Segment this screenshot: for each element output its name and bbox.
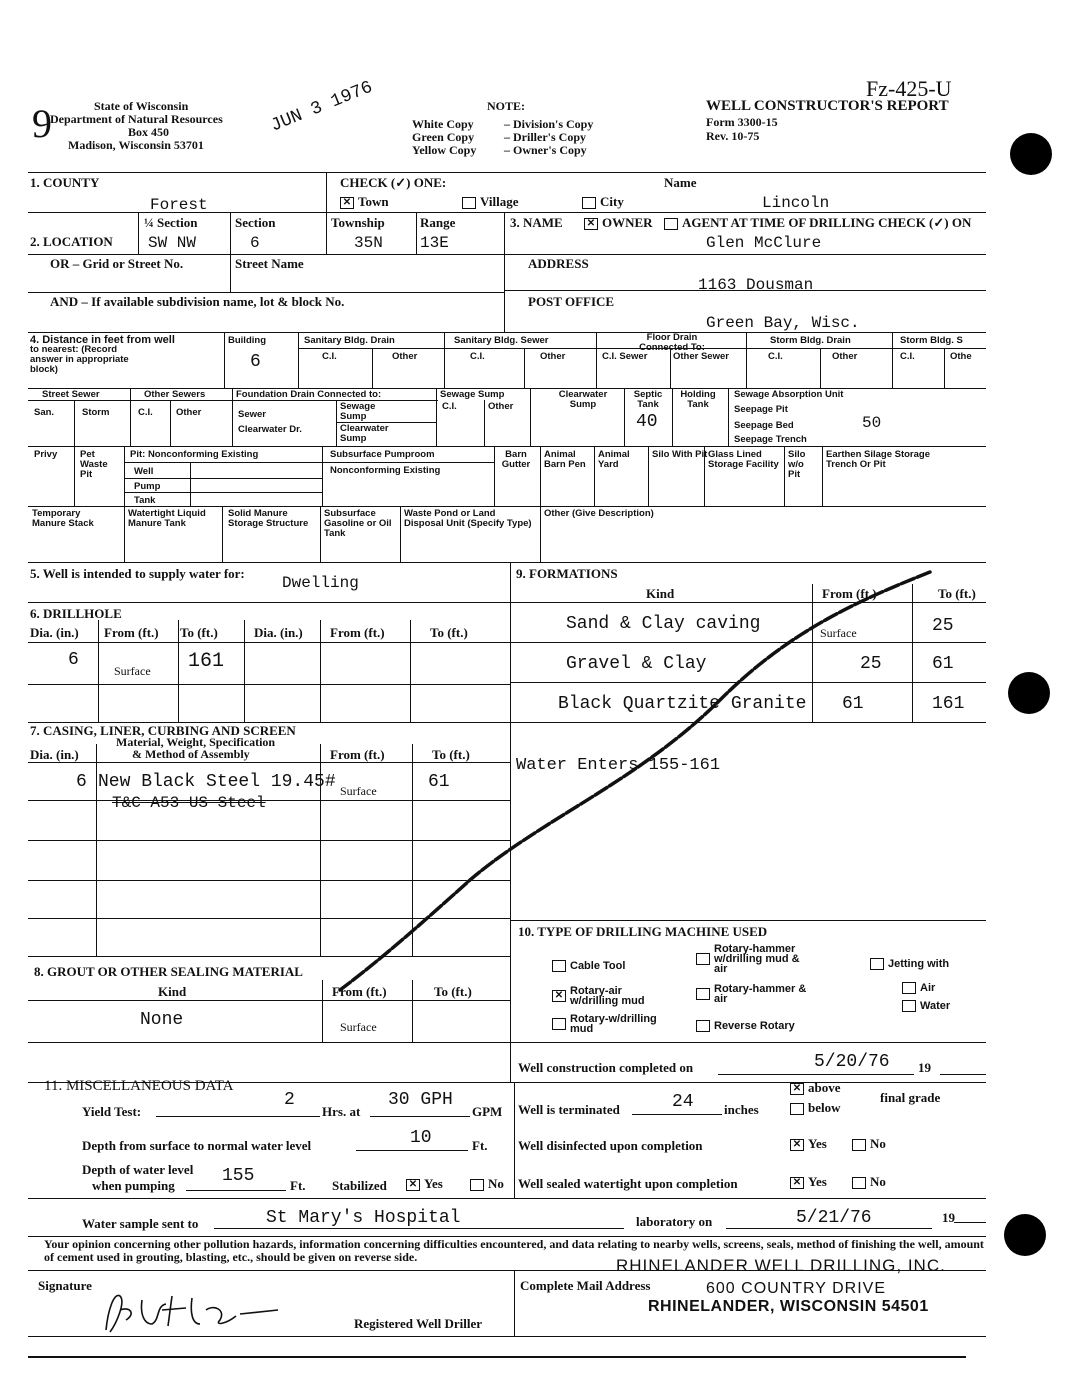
supply-label: 5. Well is intended to supply water for:: [30, 566, 245, 581]
check-city: City: [582, 194, 624, 210]
grout-header: From (ft.): [332, 984, 387, 999]
machine-hammer-air: Rotary-hammer & air: [696, 984, 810, 1004]
pump-depth-unit: Ft.: [290, 1178, 306, 1193]
agency-line: Madison, Wisconsin 53701: [68, 138, 204, 152]
pit-well: Well: [134, 466, 154, 477]
formations-to-header: To (ft.): [938, 586, 976, 601]
dist-header: Septic Tank: [633, 389, 663, 410]
dist-sub: Other: [392, 351, 418, 362]
drillhole-to: 161: [188, 650, 225, 673]
dist-header: Silo With Pit: [652, 449, 708, 460]
address-value: 1163 Dousman: [698, 276, 814, 294]
dist-header: Temporary Manure Stack: [32, 508, 94, 529]
copy-row: Green Copy – Driller's Copy: [412, 130, 586, 144]
disinfected-no: No: [852, 1136, 886, 1152]
dist-sub: San.: [34, 407, 55, 418]
agent-check: AGENT AT TIME OF DRILLING CHECK (✓) ON: [664, 215, 971, 231]
mail-line-1: RHINELANDER WELL DRILLING, INC.: [616, 1256, 946, 1275]
below-option: below: [790, 1100, 841, 1116]
dist-sub: Other: [488, 401, 514, 412]
distance-label: 4. Distance in feet from well to nearest: (Record answer in appropriate block): [30, 334, 175, 375]
driller-role: Registered Well Driller: [354, 1316, 483, 1331]
owner-name-label: 3. NAME: [510, 215, 563, 230]
post-office-value: Green Bay, Wisc.: [706, 314, 860, 332]
county-value: Forest: [150, 196, 208, 214]
dist-header: Sanitary Bldg. Sewer: [454, 335, 549, 346]
above-checkbox[interactable]: ✕: [790, 1083, 804, 1095]
disinfected-yes: ✕ Yes: [790, 1136, 827, 1152]
lab-year: 19: [942, 1210, 955, 1225]
absorption-trench: Seepage Trench: [734, 434, 807, 445]
dist-header: Waste Pond or Land Disposal Unit (Specify Type): [404, 508, 532, 529]
grout-header: Kind: [158, 984, 187, 999]
grout-header: To (ft.): [434, 984, 472, 999]
seepage-bed-value: 50: [862, 414, 882, 432]
supply-value: Dwelling: [282, 574, 359, 592]
pump-depth-value: 155: [222, 1166, 255, 1186]
agency-line: Department of Natural Resources: [50, 112, 223, 126]
check-town: ✕ Town: [340, 194, 389, 210]
grid-label: OR – Grid or Street No.: [50, 256, 184, 271]
dist-sub: Other: [176, 407, 202, 418]
dist-header: Privy: [34, 449, 58, 460]
absorption-pit: Seepage Pit: [734, 404, 788, 415]
dist-sub: Sewer: [238, 409, 266, 420]
formation-from: 61: [842, 694, 864, 714]
formations-kind-header: Kind: [646, 586, 675, 601]
dist-sub: C.I.: [470, 351, 485, 362]
dist-header: Clearwater Sump: [558, 389, 608, 410]
depth-label: Depth from surface to normal water level: [82, 1138, 312, 1153]
completed-year: 19: [918, 1060, 931, 1075]
dist-header: Holding Tank: [680, 389, 716, 410]
dist-sub: C.I.: [322, 351, 337, 362]
sealed-label: Well sealed watertight upon completion: [518, 1176, 738, 1191]
town-name-value: Lincoln: [762, 194, 830, 212]
sealed-no: No: [852, 1174, 886, 1190]
owner-checkbox[interactable]: ✕: [584, 218, 598, 230]
dist-header: Floor Drain Connected To:: [639, 332, 705, 353]
sealed-yes-checkbox[interactable]: ✕: [790, 1177, 804, 1189]
yield-label: Yield Test:: [82, 1104, 142, 1119]
location-label: 2. LOCATION: [30, 234, 113, 249]
check-village: Village: [462, 194, 519, 210]
name-label: Name: [664, 175, 697, 190]
dist-sub: Other: [540, 351, 566, 362]
dist-header: Subsurface Gasoline or Oil Tank: [324, 508, 392, 539]
dist-header: Street Sewer: [42, 389, 100, 400]
final-grade-label: final grade: [880, 1090, 941, 1105]
sample-value: St Mary's Hospital: [266, 1208, 461, 1228]
machine-water: Water: [902, 1000, 950, 1012]
dist-sub: Sewage Sump: [340, 401, 376, 422]
machine-rotary-mud: Rotary-w/drilling mud: [552, 1014, 680, 1034]
machine-reverse-rotary: Reverse Rotary: [696, 1020, 795, 1032]
mail-line-3: RHINELANDER, WISCONSIN 54501: [648, 1298, 929, 1315]
dist-header: Solid Manure Storage Structure: [228, 508, 309, 529]
form-rev: Rev. 10-75: [706, 129, 760, 143]
signature-label: Signature: [38, 1278, 92, 1293]
casing-header: From (ft.): [330, 747, 385, 762]
range-value: 13E: [420, 234, 449, 252]
section-value: 6: [250, 234, 260, 252]
dist-sub: C.I.: [138, 407, 153, 418]
casing-sub: Material, Weight, Specification: [116, 735, 276, 749]
dist-sub: C.I.: [768, 351, 783, 362]
stabilized-label: Stabilized: [332, 1178, 387, 1193]
opinion-note: Your opinion concerning other pollution hazards, information concerning difficulties encountered, and data relating to nearby wells, screens, seals, method of finishing the well, amount of cement used in grouting, blasting, etc., should be given on reverse side.: [44, 1237, 984, 1264]
drill-header: To (ft.): [430, 625, 468, 640]
depth-unit: Ft.: [472, 1138, 488, 1153]
copy-row: White Copy – Division's Copy: [412, 117, 594, 131]
terminated-value: 24: [672, 1092, 694, 1112]
formation-note: Water Enters 155-161: [516, 756, 721, 775]
dist-header: Silo w/o Pit: [788, 449, 806, 480]
machine-label: 10. TYPE OF DRILLING MACHINE USED: [518, 924, 768, 939]
septic-value: 40: [636, 412, 658, 432]
absorption-bed: Seepage Bed: [734, 420, 794, 431]
yield-hours: 2: [284, 1090, 295, 1110]
dist-sub: C.I. Sewer: [602, 351, 648, 362]
machine-jetting: Jetting with: [870, 958, 949, 970]
drill-header: To (ft.): [180, 625, 218, 640]
check-one-label: CHECK (✓) ONE:: [340, 175, 447, 190]
dist-header: Other (Give Description): [544, 508, 654, 519]
township-label: Township: [331, 215, 385, 230]
formation-from: 25: [860, 654, 882, 674]
file-number: Fz-425-U: [866, 76, 952, 101]
agency-line: State of Wisconsin: [94, 99, 189, 113]
street-name-label: Street Name: [235, 256, 304, 271]
dist-header: Pit: Nonconforming Existing: [130, 449, 259, 460]
building-value: 6: [250, 352, 261, 372]
gpm-label: GPM: [472, 1104, 503, 1119]
formation-to: 25: [932, 616, 954, 636]
above-option: ✕ above: [790, 1080, 841, 1096]
building-label: Building: [228, 335, 266, 346]
subdivision-label: AND – If available subdivision name, lot & block No.: [50, 294, 345, 309]
machine-air: Air: [902, 982, 935, 994]
stabilized-yes-checkbox[interactable]: ✕: [406, 1179, 420, 1191]
formation-row: Sand & Clay caving: [566, 614, 761, 634]
county-label: 1. COUNTY: [30, 175, 100, 190]
dist-sub: C.I.: [442, 401, 457, 412]
grout-from: Surface: [340, 1020, 377, 1034]
section-label: Section: [235, 215, 276, 230]
pumproom-sub: Nonconforming Existing: [330, 465, 441, 476]
dist-header: Pet Waste Pit: [80, 449, 108, 480]
dist-header: Earthen Silage Storage Trench Or Pit: [826, 449, 931, 470]
casing-sub: & Method of Assembly: [132, 747, 250, 761]
dist-sub: Other Sewer: [673, 351, 729, 362]
owner-check: ✕ OWNER: [584, 215, 653, 231]
dist-header: Storm Bldg. Drain: [770, 335, 851, 346]
dist-header: Animal Yard: [598, 449, 630, 470]
casing-from: Surface: [340, 784, 377, 798]
drill-header: From (ft.): [104, 625, 159, 640]
machine-cable-tool: Cable Tool: [552, 960, 625, 972]
rotary-air-checkbox[interactable]: ✕: [552, 990, 566, 1002]
mail-label: Complete Mail Address: [520, 1278, 651, 1293]
dist-header: Watertight Liquid Manure Tank: [128, 508, 206, 529]
casing-label: 7. CASING, LINER, CURBING AND SCREEN: [30, 723, 296, 738]
machine-hammer-mud: Rotary-hammer w/drilling mud & air: [696, 944, 810, 974]
lab-label: laboratory on: [636, 1214, 713, 1229]
formation-row: Gravel & Clay: [566, 654, 707, 674]
pump-depth-label: Depth of water level: [82, 1162, 194, 1177]
formations-label: 9. FORMATIONS: [516, 566, 618, 581]
mail-line-2: 600 COUNTRY DRIVE: [706, 1280, 887, 1297]
depth-value: 10: [410, 1128, 432, 1148]
dist-header: Foundation Drain Connected to:: [236, 389, 382, 400]
pit-tank: Tank: [134, 495, 156, 506]
grout-label: 8. GROUT OR OTHER SEALING MATERIAL: [34, 964, 303, 979]
dist-sub: Storm: [82, 407, 110, 418]
completed-label: Well construction completed on: [518, 1060, 694, 1075]
dist-sub: Other: [832, 351, 858, 362]
pit-pump: Pump: [134, 481, 161, 492]
formation-row: Black Quartzite Granite: [558, 694, 807, 714]
lab-value: 5/21/76: [796, 1208, 872, 1228]
formations-from-header: From (ft.): [822, 586, 877, 601]
casing-material-2: T&C A53 US Steel: [112, 794, 266, 812]
casing-header: To (ft.): [432, 747, 470, 762]
copy-row: Yellow Copy – Owner's Copy: [412, 143, 587, 157]
dist-header: Glass Lined Storage Facility: [708, 449, 779, 470]
machine-rotary-air: ✕ Rotary-air w/drilling mud: [552, 986, 660, 1006]
report-title: WELL CONSTRUCTOR'S REPORT: [706, 98, 949, 114]
inches-label: inches: [724, 1102, 759, 1117]
date-stamp: JUN 3 1976: [268, 77, 376, 137]
formation-from: Surface: [820, 626, 857, 640]
drill-header: Dia. (in.): [30, 625, 79, 640]
dist-header: Subsurface Pumproom: [330, 449, 435, 460]
quarter-label: ¼ Section: [144, 215, 198, 230]
address-label: ADDRESS: [528, 256, 589, 271]
casing-header: Dia. (in.): [30, 747, 79, 762]
owner-name-value: Glen McClure: [706, 234, 822, 252]
dist-sub: Clearwater Sump: [340, 423, 389, 444]
dist-sub: Clearwater Dr.: [238, 424, 302, 435]
stabilized-yes: ✕ Yes: [406, 1176, 443, 1192]
casing-to: 61: [428, 772, 450, 792]
quarter-value: SW NW: [148, 234, 197, 252]
note-label: NOTE:: [487, 99, 526, 113]
form-number: Form 3300-15: [706, 115, 778, 129]
drill-header: Dia. (in.): [254, 625, 303, 640]
sample-label: Water sample sent to: [82, 1216, 199, 1231]
sealed-yes: ✕ Yes: [790, 1174, 827, 1190]
casing-material: New Black Steel 19.45#: [98, 772, 336, 792]
pump-depth-label-2: when pumping: [92, 1178, 175, 1193]
dist-sub: Othe: [950, 351, 972, 362]
dist-header: Other Sewers: [144, 389, 206, 400]
formation-to: 161: [932, 694, 965, 714]
casing-dia: 6: [76, 772, 87, 792]
township-value: 35N: [354, 234, 383, 252]
dist-header: Barn Gutter: [501, 449, 531, 470]
disinfected-yes-checkbox[interactable]: ✕: [790, 1139, 804, 1151]
completed-value: 5/20/76: [814, 1052, 890, 1072]
drillhole-label: 6. DRILLHOLE: [30, 606, 122, 621]
dist-header: Storm Bldg. S: [900, 335, 963, 346]
dist-header: Animal Barn Pen: [544, 449, 586, 470]
drill-header: From (ft.): [330, 625, 385, 640]
terminated-label: Well is terminated: [518, 1102, 620, 1117]
misc-label: 11. MISCELLANEOUS DATA: [44, 1078, 234, 1094]
dist-header: Sanitary Bldg. Drain: [304, 335, 395, 346]
stabilized-no: No: [470, 1176, 504, 1192]
range-label: Range: [420, 215, 456, 230]
disinfected-label: Well disinfected upon completion: [518, 1138, 703, 1153]
dist-header: Sewage Absorption Unit: [734, 389, 844, 400]
drillhole-dia: 6: [68, 650, 79, 670]
yield-gpm: 30 GPH: [388, 1090, 453, 1110]
agency-line: Box 450: [128, 125, 170, 139]
post-office-label: POST OFFICE: [528, 294, 615, 309]
page-mark: 9: [32, 101, 52, 146]
hrs-label: Hrs. at: [322, 1104, 361, 1119]
grout-kind: None: [140, 1010, 184, 1030]
dist-sub: C.I.: [900, 351, 915, 362]
dist-header: Sewage Sump: [440, 389, 505, 400]
town-checkbox[interactable]: ✕: [340, 197, 354, 209]
formation-to: 61: [932, 654, 954, 674]
drillhole-from: Surface: [114, 664, 151, 678]
